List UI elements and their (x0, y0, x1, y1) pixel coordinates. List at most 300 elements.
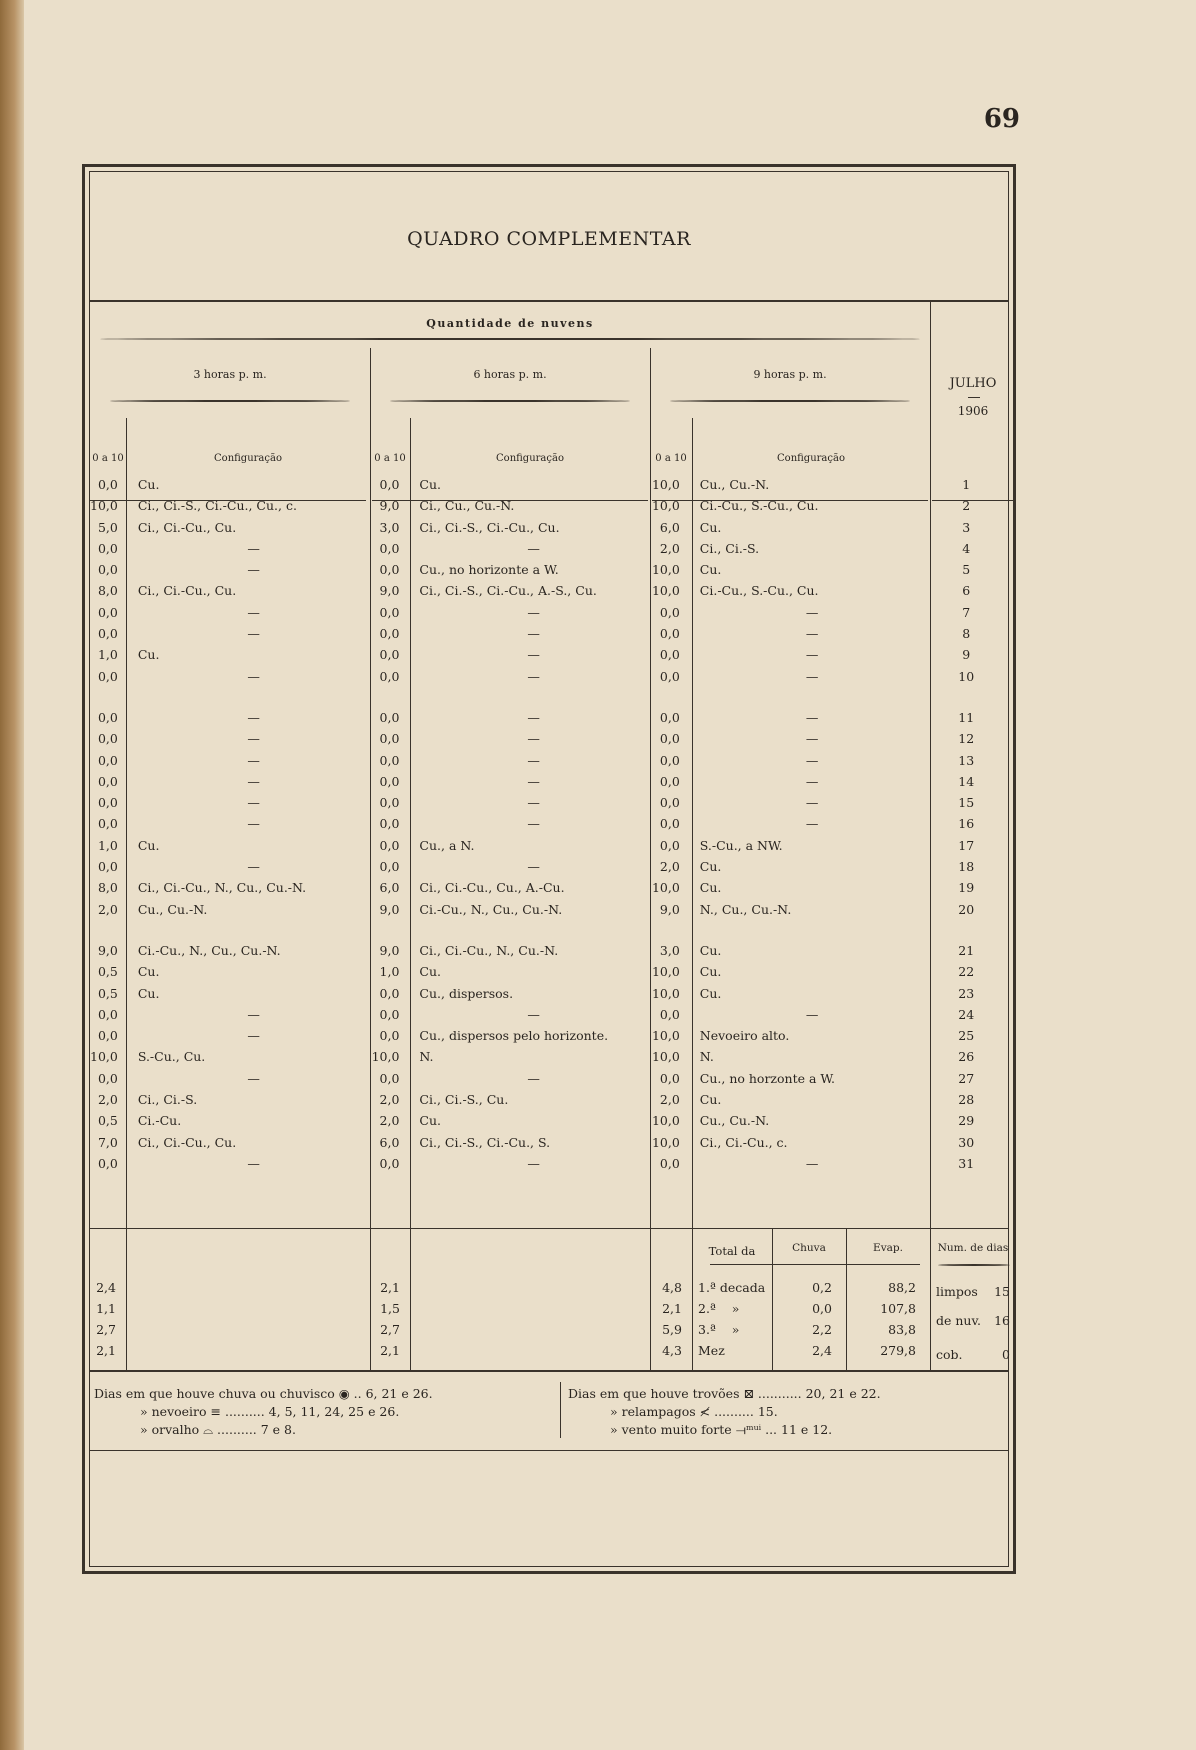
page-number: 69 (983, 104, 1020, 134)
summary-rain: 2,4 (812, 1343, 832, 1358)
cloud-amount-9pm: 10,0 (651, 477, 680, 492)
day-number: 2 (962, 498, 971, 514)
configuration-3pm: Cu., Cu.-N. (137, 901, 208, 917)
cloud-amount-6pm: 9,0 (379, 942, 400, 958)
configuration-6pm: — (527, 816, 540, 832)
cloud-amount-6pm: 9,0 (379, 498, 400, 514)
cloud-amount-6pm: 0,0 (379, 1028, 400, 1044)
cloud-amount-3pm: 5,0 (97, 519, 118, 535)
configuration-9pm: Cu., no horzonte a W. (699, 1070, 836, 1086)
cloud-amount-9pm: 10,0 (651, 583, 680, 599)
summary-period: 2.ª » (698, 1301, 740, 1316)
day-number: 26 (958, 1049, 975, 1065)
configuration-9pm: Cu., Cu.-N. (699, 1113, 770, 1129)
configuration-3pm: — (247, 709, 260, 725)
footer-divider (560, 1382, 561, 1438)
table-row (90, 1110, 1008, 1131)
cloud-amount-9pm: 0,0 (659, 752, 680, 768)
configuration-6pm: — (527, 540, 540, 556)
configuration-3pm: Cu. (137, 477, 160, 492)
day-number: 13 (958, 752, 975, 768)
day-number: 19 (958, 880, 975, 896)
cloud-amount-3pm: 0,0 (97, 752, 118, 768)
table-row (90, 1089, 1008, 1110)
cloud-amount-6pm: 0,0 (379, 647, 400, 663)
configuration-9pm: Cu. (699, 1092, 722, 1108)
configuration-3pm: — (247, 1070, 260, 1086)
day-number: 1 (962, 477, 971, 492)
title-divider (90, 300, 1008, 302)
cloud-amount-3pm: 0,5 (97, 1113, 118, 1129)
book-spine (0, 0, 24, 1750)
table-row (90, 474, 1008, 495)
cloud-amount-6pm: 0,0 (379, 837, 400, 853)
table-inner-border (89, 171, 1009, 1567)
configuration-3pm: Ci., Ci.-S. (137, 1092, 198, 1108)
configuration-6pm: — (527, 1155, 540, 1171)
cloud-amount-3pm: 0,0 (97, 731, 118, 747)
table-row (90, 728, 1008, 749)
row-group-spacer (90, 920, 1008, 940)
day-number: 28 (958, 1092, 975, 1108)
cloud-amount-3pm: 1,0 (97, 647, 118, 663)
configuration-6pm: Cu., no horizonte a W. (419, 562, 559, 578)
table-row (90, 1132, 1008, 1153)
cloud-amount-6pm: 6,0 (379, 880, 400, 896)
group-header: Quantidade de nuvens (426, 317, 594, 330)
cloud-amount-9pm: 0,0 (659, 795, 680, 811)
cloud-amount-6pm: 0,0 (379, 626, 400, 642)
configuration-3pm: Ci., Ci.-Cu., Cu. (137, 583, 237, 599)
conf-header-3pm: Configuração (214, 453, 282, 464)
configuration-9pm: — (805, 731, 819, 747)
summary-avg-3pm: 2,4 (96, 1280, 116, 1295)
configuration-9pm: Cu. (699, 964, 722, 980)
summary-rain: 2,2 (812, 1322, 832, 1337)
day-number: 7 (962, 604, 971, 620)
table-row (90, 899, 1008, 920)
cloud-amount-9pm: 10,0 (651, 985, 680, 1001)
configuration-9pm: — (805, 752, 819, 768)
configuration-6pm: — (527, 731, 540, 747)
cloud-amount-3pm: 10,0 (90, 498, 118, 514)
summary-avg-6pm: 2,7 (380, 1322, 400, 1337)
configuration-6pm: Cu. (419, 1113, 442, 1129)
cloud-amount-6pm: 0,0 (379, 477, 400, 492)
table-row (90, 1025, 1008, 1046)
configuration-3pm: Ci., Ci.-Cu., Cu. (137, 519, 237, 535)
cloud-amount-9pm: 0,0 (659, 709, 680, 725)
configuration-3pm: Ci.-Cu., N., Cu., Cu.-N. (137, 942, 281, 958)
table-row (90, 983, 1008, 1004)
cloud-amount-6pm: 0,0 (379, 604, 400, 620)
configuration-6pm: — (527, 668, 540, 684)
cloud-amount-6pm: 0,0 (379, 773, 400, 789)
table-row (90, 1004, 1008, 1025)
cloud-amount-6pm: 0,0 (379, 1070, 400, 1086)
summary-evap: 279,8 (880, 1343, 916, 1358)
configuration-9pm: Ci., Ci.-S. (699, 540, 760, 556)
cloud-amount-3pm: 0,0 (97, 540, 118, 556)
summary-avg-6pm: 2,1 (380, 1343, 400, 1358)
cloud-amount-9pm: 10,0 (651, 498, 680, 514)
cloud-amount-9pm: 0,0 (659, 626, 680, 642)
table-row (90, 666, 1008, 687)
day-number: 23 (958, 985, 975, 1001)
day-number: 4 (962, 540, 971, 556)
day-number: 17 (958, 837, 975, 853)
cloud-amount-3pm: 10,0 (90, 1049, 118, 1065)
cloud-amount-9pm: 0,0 (659, 647, 680, 663)
cloud-amount-9pm: 10,0 (651, 1113, 680, 1129)
configuration-9pm: — (805, 1155, 819, 1171)
summary-days-value: 15 (994, 1284, 1010, 1299)
month-label: JULHO (949, 376, 997, 391)
scale-header-3pm: 0 a 10 (92, 453, 124, 464)
cloud-amount-3pm: 0,0 (97, 477, 118, 492)
day-number: 6 (962, 583, 971, 599)
configuration-3pm: S.-Cu., Cu. (137, 1049, 206, 1065)
configuration-3pm: — (247, 540, 260, 556)
cloud-amount-3pm: 0,0 (97, 859, 118, 875)
scale-header-6pm: 0 a 10 (374, 453, 406, 464)
cloud-amount-6pm: 0,0 (379, 1006, 400, 1022)
summary-avg-3pm: 1,1 (96, 1301, 116, 1316)
configuration-3pm: Cu. (137, 647, 160, 663)
cloud-amount-3pm: 9,0 (97, 942, 118, 958)
summary-period: 1.ª decada (698, 1280, 766, 1295)
summary-avg-9pm: 4,3 (662, 1343, 682, 1358)
configuration-6pm: Ci., Ci.-S., Ci.-Cu., S. (419, 1134, 551, 1150)
footer-rain-days: Dias em que houve chuva ou chuvisco ◉ .. 6, 21 e 26. (94, 1386, 433, 1401)
configuration-3pm: — (247, 752, 260, 768)
cloud-amount-9pm: 0,0 (659, 1155, 680, 1171)
configuration-6pm: Ci., Ci.-S., Cu. (419, 1092, 509, 1108)
cloud-amount-9pm: 10,0 (651, 1134, 680, 1150)
cloud-amount-3pm: 0,0 (97, 1028, 118, 1044)
configuration-6pm: — (527, 859, 540, 875)
cloud-amount-6pm: 9,0 (379, 901, 400, 917)
summary-evap: 107,8 (880, 1301, 916, 1316)
day-number: 24 (958, 1006, 975, 1022)
footer-fog-days: » nevoeiro ≡ .......... 4, 5, 11, 24, 25 e 26. (140, 1404, 400, 1419)
configuration-9pm: Cu. (699, 562, 722, 578)
cloud-amount-9pm: 10,0 (651, 1049, 680, 1065)
footer-thunder-days: Dias em que houve trovões ⊠ ........... 20, 21 e 22. (568, 1386, 881, 1401)
table-row (90, 792, 1008, 813)
cloud-amount-9pm: 0,0 (659, 1070, 680, 1086)
cloud-amount-6pm: 2,0 (379, 1092, 400, 1108)
cloud-amount-3pm: 0,0 (97, 816, 118, 832)
configuration-6pm: Ci.-Cu., N., Cu., Cu.-N. (419, 901, 563, 917)
table-row (90, 835, 1008, 856)
day-number: 27 (958, 1070, 975, 1086)
table-row (90, 1153, 1008, 1174)
table-row (90, 559, 1008, 580)
summary-avg-6pm: 1,5 (380, 1301, 400, 1316)
summary-header-rule (710, 1264, 920, 1265)
cloud-amount-9pm: 10,0 (651, 1028, 680, 1044)
configuration-3pm: — (247, 562, 260, 578)
configuration-6pm: — (527, 604, 540, 620)
summary-avg-9pm: 4,8 (662, 1280, 682, 1295)
table-row (90, 517, 1008, 538)
configuration-3pm: — (247, 795, 260, 811)
cloud-amount-3pm: 8,0 (97, 880, 118, 896)
summary-period: 3.ª » (698, 1322, 740, 1337)
cloud-amount-9pm: 10,0 (651, 562, 680, 578)
cloud-amount-3pm: 0,0 (97, 1070, 118, 1086)
configuration-9pm: — (805, 604, 819, 620)
day-number: 29 (958, 1113, 975, 1129)
configuration-3pm: — (247, 626, 260, 642)
table-row (90, 580, 1008, 601)
cloud-amount-9pm: 0,0 (659, 668, 680, 684)
configuration-6pm: — (527, 773, 540, 789)
cloud-amount-6pm: 0,0 (379, 731, 400, 747)
table-row (90, 877, 1008, 898)
cloud-amount-9pm: 9,0 (659, 901, 680, 917)
configuration-6pm: — (527, 1070, 540, 1086)
configuration-9pm: Cu., Cu.-N. (699, 477, 770, 492)
cloud-amount-9pm: 3,0 (659, 942, 680, 958)
day-number: 20 (958, 901, 975, 917)
summary-divider (90, 1228, 1008, 1229)
footer-wind-days: » vento muito forte ⟞ᵐᵘⁱ ... 11 e 12. (610, 1422, 833, 1437)
day-number: 12 (958, 731, 975, 747)
group-underline (100, 338, 920, 340)
cloud-amount-6pm: 0,0 (379, 985, 400, 1001)
configuration-3pm: Cu. (137, 985, 160, 1001)
cloud-amount-9pm: 6,0 (659, 519, 680, 535)
day-number: 22 (958, 964, 975, 980)
table-row (90, 602, 1008, 623)
summary-days-rule (938, 1264, 1010, 1266)
scale-header-9pm: 0 a 10 (655, 453, 687, 464)
configuration-9pm: — (805, 795, 819, 811)
cloud-amount-9pm: 2,0 (659, 540, 680, 556)
configuration-9pm: — (805, 773, 819, 789)
footer-lightning-days: » relampagos ≮ .......... 15. (610, 1404, 778, 1419)
configuration-3pm: — (247, 816, 260, 832)
cloud-amount-6pm: 0,0 (379, 752, 400, 768)
configuration-3pm: Cu. (137, 837, 160, 853)
day-number: 3 (962, 519, 971, 535)
table-row (90, 940, 1008, 961)
configuration-9pm: Cu. (699, 880, 722, 896)
cloud-amount-6pm: 0,0 (379, 540, 400, 556)
footer-rule (90, 1450, 1008, 1451)
day-number: 25 (958, 1028, 975, 1044)
configuration-3pm: Ci.-Cu. (137, 1113, 182, 1129)
table-row (90, 771, 1008, 792)
table-frame (82, 164, 1016, 1574)
configuration-6pm: Ci., Ci.-S., Ci.-Cu., Cu. (419, 519, 560, 535)
configuration-3pm: — (247, 1155, 260, 1171)
day-number: 5 (962, 562, 971, 578)
cloud-amount-3pm: 0,0 (97, 668, 118, 684)
day-number: 21 (958, 942, 975, 958)
cloud-amount-3pm: 2,0 (97, 1092, 118, 1108)
summary-days-header: Num. de dias (937, 1242, 1009, 1254)
cloud-amount-6pm: 0,0 (379, 859, 400, 875)
cloud-amount-6pm: 0,0 (379, 816, 400, 832)
configuration-6pm: — (527, 752, 540, 768)
cloud-data-table (90, 474, 1008, 1174)
configuration-3pm: — (247, 731, 260, 747)
cloud-amount-3pm: 0,0 (97, 795, 118, 811)
cloud-amount-9pm: 0,0 (659, 773, 680, 789)
configuration-3pm: Ci., Ci.-Cu., N., Cu., Cu.-N. (137, 880, 307, 896)
day-number: 15 (958, 795, 975, 811)
configuration-9pm: — (805, 816, 819, 832)
summary-total-header: Total da (708, 1244, 756, 1258)
summary-days-label: cob. (936, 1347, 963, 1362)
cloud-amount-3pm: 2,0 (97, 901, 118, 917)
summary-period: Mez (698, 1343, 725, 1358)
configuration-9pm: Cu. (699, 942, 722, 958)
conf-header-9pm: Configuração (777, 453, 845, 464)
configuration-9pm: — (805, 1006, 819, 1022)
configuration-3pm: — (247, 604, 260, 620)
cloud-amount-6pm: 3,0 (379, 519, 400, 535)
configuration-9pm: Cu. (699, 859, 722, 875)
table-row (90, 644, 1008, 665)
cloud-amount-9pm: 0,0 (659, 731, 680, 747)
summary-days-value: 0 (1002, 1347, 1010, 1362)
cloud-amount-3pm: 8,0 (97, 583, 118, 599)
configuration-3pm: — (247, 859, 260, 875)
cloud-amount-6pm: 0,0 (379, 1155, 400, 1171)
table-row (90, 813, 1008, 834)
table-row (90, 961, 1008, 982)
configuration-6pm: Ci., Cu., Cu.-N. (419, 498, 515, 514)
day-number: 8 (962, 626, 971, 642)
cloud-amount-3pm: 0,0 (97, 604, 118, 620)
cloud-amount-9pm: 10,0 (651, 964, 680, 980)
cloud-amount-9pm: 2,0 (659, 1092, 680, 1108)
configuration-6pm: Cu., a N. (419, 837, 475, 853)
summary-days-value: 16 (994, 1313, 1010, 1328)
cloud-amount-6pm: 0,0 (379, 795, 400, 811)
cloud-amount-6pm: 0,0 (379, 668, 400, 684)
summary-avg-6pm: 2,1 (380, 1280, 400, 1295)
configuration-6pm: Cu., dispersos pelo horizonte. (419, 1028, 609, 1044)
table-row (90, 856, 1008, 877)
configuration-6pm: Cu., dispersos. (419, 985, 514, 1001)
cloud-amount-9pm: 0,0 (659, 1006, 680, 1022)
configuration-9pm: Cu. (699, 985, 722, 1001)
month-underline (968, 397, 980, 398)
configuration-3pm: Ci., Ci.-Cu., Cu. (137, 1134, 237, 1150)
table-title: QUADRO COMPLEMENTAR (407, 228, 691, 250)
configuration-6pm: Cu. (419, 964, 442, 980)
configuration-3pm: Cu. (137, 964, 160, 980)
day-number: 31 (958, 1155, 975, 1171)
configuration-9pm: — (805, 626, 819, 642)
day-number: 11 (958, 709, 975, 725)
cloud-amount-3pm: 0,5 (97, 985, 118, 1001)
time-swash-3pm (110, 400, 350, 402)
table-bottom-rule (90, 1370, 1008, 1372)
table-row (90, 1068, 1008, 1089)
time-swash-9pm (670, 400, 910, 402)
day-number: 30 (958, 1134, 975, 1150)
cloud-amount-6pm: 2,0 (379, 1113, 400, 1129)
table-row (90, 623, 1008, 644)
conf-header-6pm: Configuração (496, 453, 564, 464)
cloud-amount-3pm: 0,0 (97, 1006, 118, 1022)
configuration-3pm: — (247, 668, 260, 684)
configuration-3pm: — (247, 1028, 260, 1044)
configuration-6pm: Ci., Ci.-Cu., N., Cu.-N. (419, 942, 559, 958)
cloud-amount-3pm: 1,0 (97, 837, 118, 853)
configuration-6pm: — (527, 647, 540, 663)
table-row (90, 1046, 1008, 1067)
day-number: 9 (962, 647, 971, 663)
cloud-amount-6pm: 9,0 (379, 583, 400, 599)
cloud-amount-3pm: 0,0 (97, 1155, 118, 1171)
configuration-9pm: N. (699, 1049, 714, 1065)
time-header-6pm: 6 horas p. m. (473, 368, 547, 381)
summary-days-label: de nuv. (936, 1313, 982, 1328)
day-number: 14 (958, 773, 975, 789)
configuration-9pm: Ci., Ci.-Cu., c. (699, 1134, 788, 1150)
cloud-amount-3pm: 7,0 (97, 1134, 118, 1150)
summary-avg-9pm: 5,9 (662, 1322, 682, 1337)
configuration-6pm: — (527, 709, 540, 725)
summary-rain: 0,0 (812, 1301, 832, 1316)
cloud-amount-3pm: 0,5 (97, 964, 118, 980)
time-header-3pm: 3 horas p. m. (193, 368, 267, 381)
year-label: 1906 (957, 404, 989, 418)
cloud-amount-3pm: 0,0 (97, 562, 118, 578)
cloud-amount-9pm: 0,0 (659, 837, 680, 853)
configuration-9pm: — (805, 647, 819, 663)
configuration-6pm: — (527, 1006, 540, 1022)
cloud-amount-9pm: 0,0 (659, 816, 680, 832)
configuration-6pm: Ci., Ci.-S., Ci.-Cu., A.-S., Cu. (419, 583, 597, 599)
table-row (90, 538, 1008, 559)
summary-avg-3pm: 2,1 (96, 1343, 116, 1358)
day-number: 16 (958, 816, 975, 832)
summary-avg-9pm: 2,1 (662, 1301, 682, 1316)
day-number: 10 (958, 668, 975, 684)
configuration-9pm: N., Cu., Cu.-N. (699, 901, 792, 917)
table-row (90, 707, 1008, 728)
cloud-amount-6pm: 0,0 (379, 709, 400, 725)
day-number: 18 (958, 859, 975, 875)
table-row (90, 750, 1008, 771)
configuration-9pm: Cu. (699, 519, 722, 535)
summary-rain: 0,2 (812, 1280, 832, 1295)
summary-days-label: limpos (936, 1284, 978, 1299)
configuration-9pm: Nevoeiro alto. (699, 1028, 790, 1044)
configuration-6pm: Cu. (419, 477, 442, 492)
summary-rain-header: Chuva (792, 1242, 826, 1254)
cloud-amount-3pm: 0,0 (97, 773, 118, 789)
cloud-amount-9pm: 10,0 (651, 880, 680, 896)
configuration-6pm: — (527, 795, 540, 811)
cloud-amount-9pm: 2,0 (659, 859, 680, 875)
time-header-9pm: 9 horas p. m. (753, 368, 827, 381)
summary-evap: 88,2 (888, 1280, 916, 1295)
cloud-amount-6pm: 1,0 (379, 964, 400, 980)
configuration-9pm: Ci.-Cu., S.-Cu., Cu. (699, 583, 819, 599)
cloud-amount-6pm: 6,0 (379, 1134, 400, 1150)
configuration-6pm: — (527, 626, 540, 642)
configuration-6pm: N. (419, 1049, 434, 1065)
